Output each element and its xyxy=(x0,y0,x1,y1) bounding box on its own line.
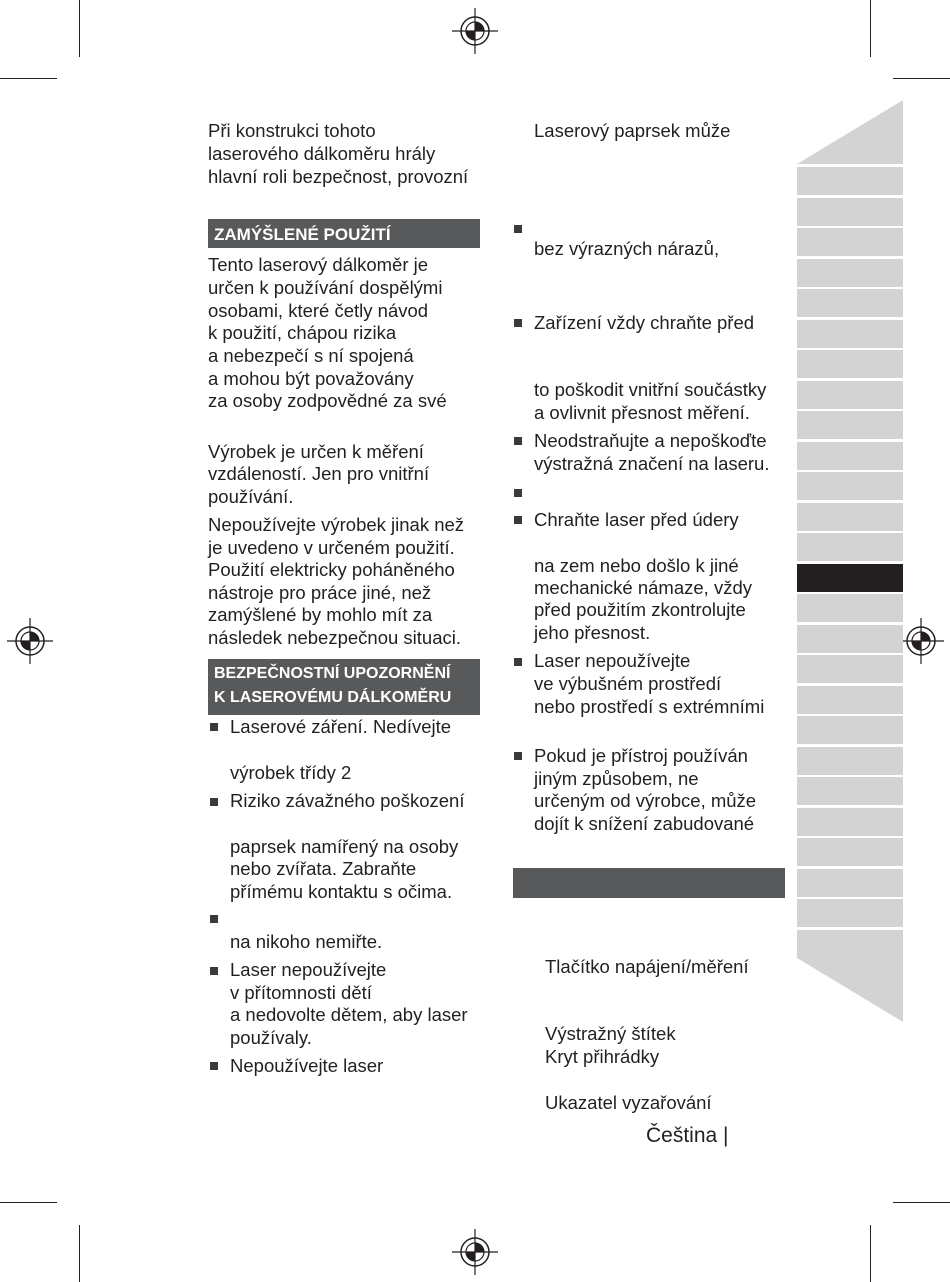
bullet-line: výstražná značení na laseru. xyxy=(534,453,770,474)
bullet-line: v přítomnosti dětí xyxy=(230,982,372,1003)
paragraph-line: Laserový paprsek může xyxy=(534,120,731,141)
language-tab[interactable] xyxy=(797,808,903,836)
language-tab[interactable] xyxy=(797,472,903,500)
bullet-line: Pokud je přístroj používán xyxy=(534,745,748,766)
paragraph-line: používání. xyxy=(208,486,294,507)
bullet-marker xyxy=(210,967,218,975)
bullet-line: na zem nebo došlo k jiné xyxy=(534,555,739,576)
bullet-marker xyxy=(514,489,522,497)
bullet-line: dojít k snížení zabudované xyxy=(534,813,755,834)
registration-mark-icon xyxy=(452,8,498,54)
bullet-line: Zařízení vždy chraňte před xyxy=(534,312,755,333)
language-tab[interactable] xyxy=(797,655,903,683)
crop-mark xyxy=(893,78,950,79)
language-tab[interactable] xyxy=(797,259,903,287)
language-tab[interactable] xyxy=(797,503,903,531)
bullet-line: to poškodit vnitřní součástky xyxy=(534,379,767,400)
bullet-line: Chraňte laser před údery xyxy=(534,509,739,530)
language-tab[interactable] xyxy=(797,350,903,378)
section-heading-line: K LASEROVÉMU DÁLKOMĚRU xyxy=(214,689,452,706)
bullet-line: výrobek třídy 2 xyxy=(230,762,352,783)
bullet-line: určeným od výrobce, může xyxy=(534,790,757,811)
language-tab[interactable] xyxy=(797,289,903,317)
bullet-line: a ovlivnit přesnost měření. xyxy=(534,402,750,423)
bullet-line: Laserové záření. Nedívejte xyxy=(230,716,452,737)
section-heading xyxy=(208,659,480,715)
bullet-line: Neodstraňujte a nepoškoďte xyxy=(534,430,767,451)
bullet-marker xyxy=(210,1062,218,1070)
language-tab[interactable] xyxy=(797,167,903,195)
bullet-marker xyxy=(514,319,522,327)
paragraph-line: následek nebezpečnou situaci. xyxy=(208,627,462,648)
tab-top-wedge xyxy=(797,100,903,164)
section-heading-bar xyxy=(513,868,785,898)
language-tab[interactable] xyxy=(797,625,903,653)
language-tab[interactable] xyxy=(797,838,903,866)
crop-mark xyxy=(0,78,57,79)
bullet-line: Riziko závažného poškození xyxy=(230,790,465,811)
paragraph-line: k použití, chápou rizika xyxy=(208,322,397,343)
bullet-line: používaly. xyxy=(230,1027,312,1048)
part-label: Kryt přihrádky xyxy=(545,1046,660,1067)
language-tab[interactable] xyxy=(797,899,903,927)
part-label: Tlačítko napájení/měření xyxy=(545,956,749,977)
registration-mark-icon xyxy=(452,1229,498,1275)
paragraph-line: určen k používání dospělými xyxy=(208,277,443,298)
crop-mark xyxy=(0,1202,57,1203)
bullet-line: Laser nepoužívejte xyxy=(534,650,691,671)
paragraph-line: za osoby zodpovědné za své xyxy=(208,390,447,411)
bullet-marker xyxy=(514,437,522,445)
bullet-line: a nedovolte dětem, aby laser xyxy=(230,1004,468,1025)
paragraph-line: Tento laserový dálkoměr je xyxy=(208,254,429,275)
section-heading: ZAMÝŠLENÉ POUŽITÍ xyxy=(208,219,480,248)
bullet-line: jeho přesnost. xyxy=(534,622,651,643)
paragraph-line: nástroje pro práce jiné, než xyxy=(208,582,432,603)
bullet-line: před použitím zkontrolujte xyxy=(534,599,746,620)
paragraph-line: a mohou být považovány xyxy=(208,368,414,389)
bullet-line: nebo prostředí s extrémními xyxy=(534,696,765,717)
bullet-marker xyxy=(210,723,218,731)
bullet-marker xyxy=(514,225,522,233)
crop-mark xyxy=(79,1225,80,1282)
paragraph-line: zamýšlené by mohlo mít za xyxy=(208,604,433,625)
language-tab[interactable] xyxy=(797,869,903,897)
language-tab[interactable] xyxy=(797,716,903,744)
bullet-line: přímému kontaktu s očima. xyxy=(230,881,453,902)
intro-line: hlavní roli bezpečnost, provozní xyxy=(208,166,469,187)
bullet-marker xyxy=(514,516,522,524)
bullet-marker xyxy=(210,915,218,923)
crop-mark xyxy=(79,0,80,57)
part-label: Ukazatel vyzařování xyxy=(545,1092,712,1113)
bullet-marker xyxy=(210,798,218,806)
bullet-line: mechanické námaze, vždy xyxy=(534,577,752,598)
language-tab[interactable] xyxy=(797,228,903,256)
intro-line: laserového dálkoměru hrály xyxy=(208,143,436,164)
bullet-line: bez výrazných nárazů, xyxy=(534,238,720,259)
language-tab[interactable] xyxy=(797,533,903,561)
footer-language: Čeština | xyxy=(646,1124,729,1147)
crop-mark xyxy=(870,1225,871,1282)
paragraph-line: Použití elektricky poháněného xyxy=(208,559,455,580)
paragraph-line: osobami, které četly návod xyxy=(208,300,429,321)
language-tab[interactable] xyxy=(797,198,903,226)
bullet-line: paprsek namířený na osoby xyxy=(230,836,459,857)
language-tab[interactable] xyxy=(797,747,903,775)
bullet-line: Laser nepoužívejte xyxy=(230,959,387,980)
intro-line: Při konstrukci tohoto xyxy=(208,120,376,141)
language-tab[interactable] xyxy=(797,442,903,470)
paragraph-line: Výrobek je určen k měření xyxy=(208,441,424,462)
tab-bottom-wedge xyxy=(797,958,903,1022)
section-heading-line: BEZPEČNOSTNÍ UPOZORNĚNÍ xyxy=(214,665,451,682)
registration-mark-icon xyxy=(7,618,53,664)
language-tab-active[interactable] xyxy=(797,564,903,592)
language-tab[interactable] xyxy=(797,777,903,805)
paragraph-line: a nebezpečí s ní spojená xyxy=(208,345,414,366)
crop-mark xyxy=(893,1202,950,1203)
bullet-line: na nikoho nemiřte. xyxy=(230,931,383,952)
registration-mark-icon xyxy=(898,618,944,664)
bullet-marker xyxy=(514,752,522,760)
bullet-line: nebo zvířata. Zabraňte xyxy=(230,858,417,879)
language-tab[interactable] xyxy=(797,930,903,958)
part-label: Výstražný štítek xyxy=(545,1023,676,1044)
paragraph-line: Nepoužívejte výrobek jinak než xyxy=(208,514,465,535)
bullet-line: Nepoužívejte laser xyxy=(230,1055,384,1076)
language-tab[interactable] xyxy=(797,411,903,439)
crop-mark xyxy=(870,0,871,57)
language-tab[interactable] xyxy=(797,381,903,409)
language-tab[interactable] xyxy=(797,594,903,622)
paragraph-line: je uvedeno v určeném použití. xyxy=(208,537,455,558)
bullet-marker xyxy=(514,658,522,666)
bullet-line: jiným způsobem, ne xyxy=(534,768,699,789)
language-tab[interactable] xyxy=(797,320,903,348)
language-tab[interactable] xyxy=(797,686,903,714)
paragraph-line: vzdáleností. Jen pro vnitřní xyxy=(208,463,430,484)
bullet-line: ve výbušném prostředí xyxy=(534,673,722,694)
